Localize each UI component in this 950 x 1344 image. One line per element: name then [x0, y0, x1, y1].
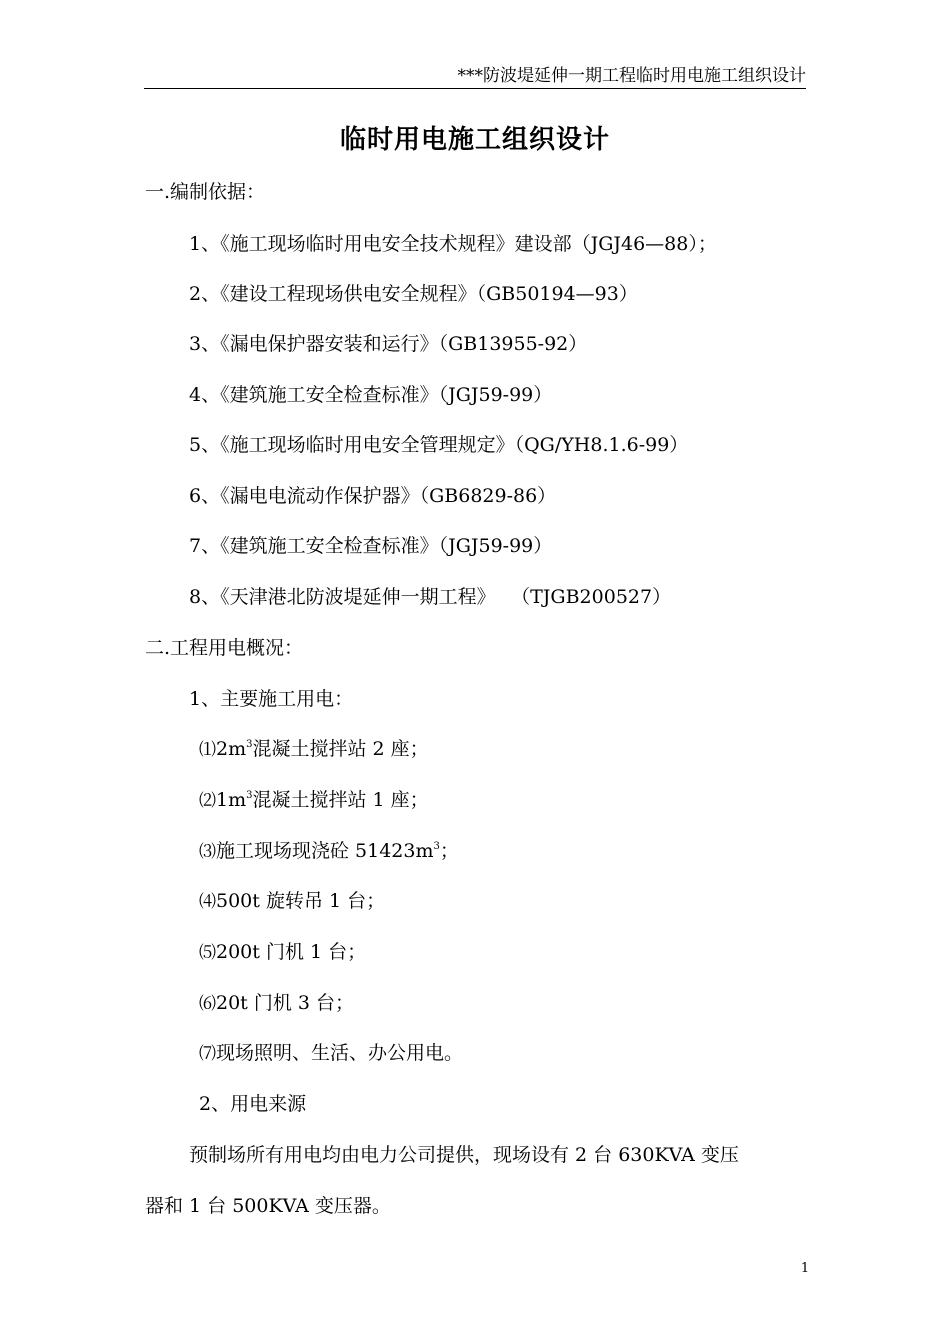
- load-item-superscript: 3: [433, 841, 440, 852]
- basis-item: 6、《漏电电流动作保护器》（GB6829-86）: [189, 485, 557, 507]
- load-item: [199, 1039, 463, 1068]
- subsection-heading-power-source: 2、用电来源: [199, 1093, 307, 1115]
- load-item: [199, 837, 459, 866]
- page-header: [144, 64, 806, 89]
- load-item-text: 现场照明、生活、办公用电。: [216, 1042, 464, 1064]
- load-item-number: ⑵: [199, 791, 216, 811]
- load-item-text: 20t 门机 3 台；: [216, 992, 355, 1014]
- load-item-text-tail: ；: [439, 840, 459, 862]
- basis-item: 7、《建筑施工安全检查标准》（JGJ59-99）: [189, 535, 553, 557]
- load-item: [199, 887, 385, 916]
- load-item-text: 施工现场现浇砼 51423m: [216, 840, 434, 862]
- load-item-text: 500t 旋转吊 1 台；: [216, 890, 386, 912]
- load-item-text-tail: 混凝土搅拌站 1 座；: [252, 789, 429, 811]
- load-item-superscript: 3: [246, 739, 253, 750]
- paragraph-line: 器和 1 台 500KVA 变压器。: [145, 1195, 391, 1217]
- load-item-number: ⑶: [199, 842, 216, 862]
- load-item-number: ⑴: [199, 740, 216, 760]
- section-heading-basis: 一.编制依据：: [145, 181, 266, 203]
- load-item-text-tail: 混凝土搅拌站 2 座；: [252, 738, 429, 760]
- load-item-number: ⑺: [199, 1044, 216, 1064]
- basis-item: 4、《建筑施工安全检查标准》（JGJ59-99）: [189, 384, 553, 406]
- load-item: [199, 938, 366, 967]
- document-title: 临时用电施工组织设计: [339, 125, 610, 155]
- basis-item: 2、《建设工程现场供电安全规程》（GB50194—93）: [189, 283, 638, 305]
- section-heading-overview: 二.工程用电概况：: [145, 637, 304, 659]
- load-item-number: ⑹: [199, 994, 216, 1014]
- load-item-text: 2m: [216, 738, 247, 760]
- load-item-superscript: 3: [246, 790, 253, 801]
- basis-item: 1、《施工现场临时用电安全技术规程》建设部（JGJ46—88）；: [189, 233, 717, 255]
- load-item-number: ⑷: [199, 892, 216, 912]
- subsection-heading-main-loads: 1、主要施工用电：: [189, 688, 354, 710]
- paragraph-line: 预制场所有用电均由电力公司提供，现场设有 2 台 630KVA 变压: [189, 1144, 739, 1166]
- load-item-number: ⑸: [199, 943, 216, 963]
- load-item: [199, 735, 429, 764]
- basis-item: 3、《漏电保护器安装和运行》（GB13955-92）: [189, 333, 588, 355]
- load-item: [199, 989, 354, 1018]
- load-item-text: 200t 门机 1 台；: [216, 941, 367, 963]
- basis-item: 5、《施工现场临时用电安全管理规定》（QG/YH8.1.6-99）: [189, 434, 689, 456]
- load-item-text: 1m: [216, 789, 247, 811]
- basis-item: 8、《天津港北防波堤延伸一期工程》 （TJGB200527）: [189, 586, 672, 608]
- page-number: 1: [800, 1261, 810, 1276]
- page-header-text: ***防波堤延伸一期工程临时用电施工组织设计: [457, 66, 806, 86]
- load-item: [199, 786, 429, 815]
